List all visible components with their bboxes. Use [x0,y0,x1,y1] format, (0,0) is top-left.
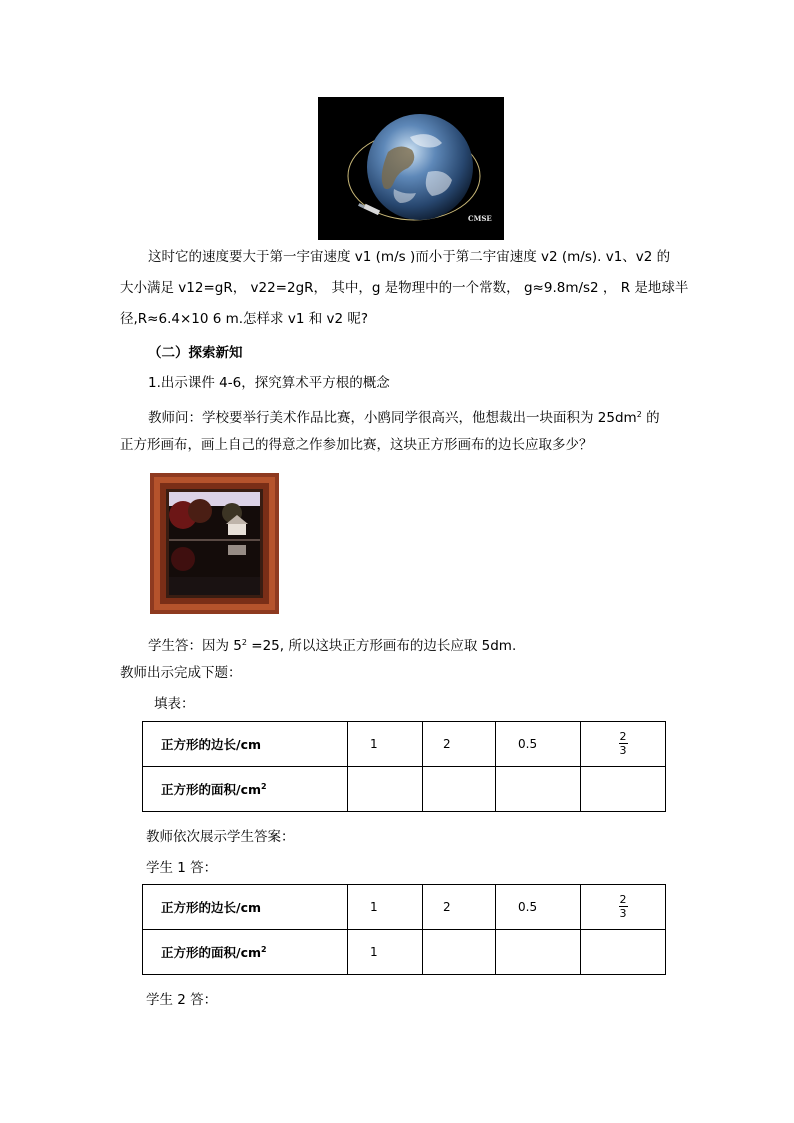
table-cell: 1 [348,885,423,930]
framed-painting-illustration [150,473,279,614]
table-row [143,885,666,930]
table-cell: 1 [348,722,423,767]
row-header-side: 正方形的边长/cm [143,722,348,767]
square-table-blank [142,721,666,812]
paragraph-line: 大小满足 v12=gR， v22=2gR， 其中，g 是物理中的一个常数， g≈9.8m/s2 ， R 是地球半 [120,280,689,296]
row-header-side: 正方形的边长/cm [143,885,348,930]
table-cell-fraction [581,722,666,767]
paragraph-line: 径,R≈6.4×10 6 m.怎样求 v1 和 v2 呢? [120,311,369,327]
fill-table-label: 填表： [154,696,195,712]
table-cell: 2 [423,722,496,767]
row-header-area [143,767,348,812]
text-span: 学生答：因为 5 [148,638,242,654]
student1-label: 学生 1 答： [146,860,218,876]
superscript: 2 [636,410,642,419]
text-span: 的 [641,410,660,426]
teacher-show-line: 教师出示完成下题： [120,665,242,681]
row-header-area [143,930,348,975]
table-row [143,722,666,767]
table-cell[interactable] [496,930,581,975]
table-cell: 2 [423,885,496,930]
fraction-denominator: 3 [619,907,627,920]
student2-label: 学生 2 答： [146,992,218,1008]
table-cell: 0.5 [496,722,581,767]
table-cell[interactable] [581,767,666,812]
cmse-label: CMSE [468,214,492,223]
earth-illustration [318,97,504,240]
table-cell[interactable] [423,930,496,975]
painting-image [150,473,279,614]
table-row [143,767,666,812]
item-line: 1.出示课件 4-6，探究算术平方根的概念 [148,375,390,391]
text-span: 正方形的面积/cm [161,945,262,960]
table-cell[interactable] [496,767,581,812]
text-span: 教师问：学校要举行美术作品比赛，小鸥同学很高兴，他想裁出一块面积为 25dm [148,410,637,426]
section-heading: （二）探索新知 [148,345,243,361]
table-cell[interactable]: 1 [348,930,423,975]
student-answer-line [120,627,676,662]
earth-orbit-image [318,97,504,240]
text-span: =25, 所以这块正方形画布的边长应取 5dm. [246,638,517,654]
superscript: 2 [261,945,267,954]
fraction [619,731,628,757]
paragraph-line: 这时它的速度要大于第一宇宙速度 v1 (m/s )而小于第二宇宙速度 v2 (m/s). v1、v2 的 [148,249,671,265]
text-span: 正方形的面积/cm [161,782,262,797]
table-cell[interactable] [423,767,496,812]
superscript: 2 [261,782,267,791]
teacher-question-line [120,399,676,434]
square-table-student1 [142,884,666,975]
fraction-numerator: 2 [619,893,627,906]
fraction-denominator: 3 [619,744,627,757]
teacher-question-line: 正方形画布，画上自己的得意之作参加比赛，这块正方形画布的边长应取多少？ [120,437,593,453]
table-cell[interactable] [348,767,423,812]
table-row [143,930,666,975]
teacher-display-line: 教师依次展示学生答案： [146,829,295,845]
fraction [619,894,628,920]
superscript: 2 [241,638,247,647]
table-cell-fraction [581,885,666,930]
table-cell[interactable] [581,930,666,975]
table-cell: 0.5 [496,885,581,930]
fraction-numerator: 2 [619,730,627,743]
